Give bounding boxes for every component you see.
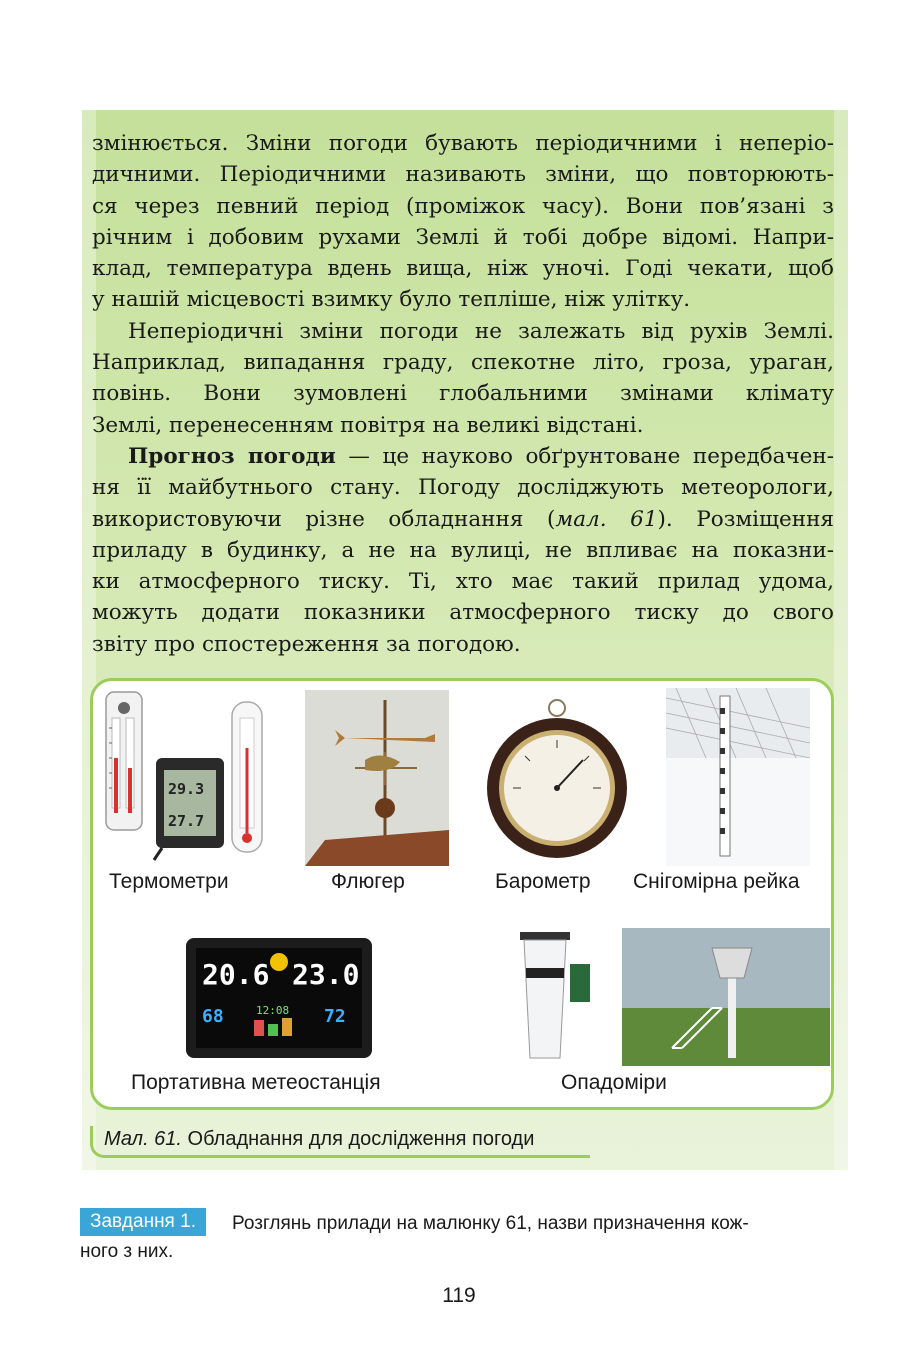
- label-rain-gauges: Опадоміри: [561, 1071, 667, 1094]
- term-weather-forecast: Прогноз погоди: [128, 443, 336, 469]
- label-weather-station: Портативна метеостанція: [131, 1071, 381, 1094]
- label-barometer: Барометр: [495, 870, 591, 893]
- text-line: ки атмосферного тиску. Ті, хто має такий прилад удома,: [92, 569, 834, 595]
- caption-text: Обладнання для дослідження погоди: [181, 1128, 535, 1150]
- figure-caption: [104, 1128, 534, 1151]
- thermometers-image: [102, 688, 270, 864]
- body-text: [92, 128, 834, 660]
- text-line: змінюється. Зміни погоди бувають періодичними і неперіо-: [92, 131, 834, 156]
- label-thermometers: Термометри: [109, 870, 229, 893]
- page-number: 119: [442, 1284, 476, 1307]
- station-humidity-right: 72: [324, 1006, 346, 1027]
- thermo-display-top: 29.3: [168, 780, 205, 798]
- text-line: ня її майбутнього стану. Погоду досліджують метеорологи,: [92, 475, 834, 501]
- text-fragment: — це науково обґрунтоване передбачен-: [335, 443, 834, 469]
- station-right-temp: 23.0: [292, 958, 360, 991]
- rain-gauges-image: [512, 928, 830, 1066]
- paragraph-3: [92, 441, 834, 660]
- text-line: Наприклад, випадання граду, спекотне літо, гроза, ураган,: [92, 350, 834, 376]
- text-line: повінь. Вони зумовлені глобальними змінами клімату: [92, 381, 834, 407]
- text-line: Землі, перенесенням повітря на великі відстані.: [92, 412, 644, 438]
- text-line: дичними. Періодичними називають зміни, що повторюють-: [92, 162, 834, 188]
- text-line: [92, 504, 834, 535]
- task-badge: Завдання 1.: [80, 1208, 206, 1236]
- station-clock: 12:08: [256, 1004, 290, 1017]
- paragraph-1: [92, 128, 834, 316]
- task-text-line1: Розглянь прилади на малюнку 61, назви призначення кож-: [232, 1213, 749, 1234]
- text-fragment: використовуючи різне обладнання (: [92, 506, 556, 532]
- label-snow-gauge: Снігомірна рейка: [633, 870, 800, 893]
- text-line: Неперіодичні зміни погоди не залежать від рухів Землі.: [128, 318, 834, 344]
- text-line: річним і добовим рухами Землі й тобі добре відомі. Напри-: [92, 224, 834, 250]
- text-line: ся через певний період (проміжок часу). Вони пов’язані з: [92, 193, 834, 219]
- paragraph-2: [92, 316, 834, 441]
- station-left-temp: 20.6: [202, 958, 270, 991]
- text-line: [92, 441, 834, 472]
- station-humidity-left: 68: [202, 1006, 224, 1027]
- thermo-display-bottom: 27.7: [168, 812, 205, 830]
- caption-ref: Мал. 61.: [104, 1128, 182, 1150]
- text-line: приладу в будинку, а не на вулиці, не впливає на показни-: [92, 537, 834, 563]
- weather-station-image: [184, 934, 374, 1064]
- label-weathervane: Флюгер: [331, 870, 405, 893]
- task-text-line2: ного з них.: [80, 1241, 174, 1262]
- text-line: можуть додати показники атмосферного тиску до свого: [92, 600, 834, 626]
- text-fragment: ). Розміщення: [657, 506, 834, 532]
- text-line: клад, температура вдень вища, ніж уночі. Годі чекати, щоб: [92, 256, 834, 282]
- text-line: у нашій місцевості взимку було тепліше, ніж улітку.: [92, 287, 691, 313]
- text-line: звіту про спостереження за погодою.: [92, 631, 521, 657]
- barometer-image: [483, 690, 631, 860]
- figure-reference: мал. 61: [555, 506, 658, 532]
- snow-gauge-image: [666, 688, 810, 866]
- weathervane-image: [305, 690, 449, 866]
